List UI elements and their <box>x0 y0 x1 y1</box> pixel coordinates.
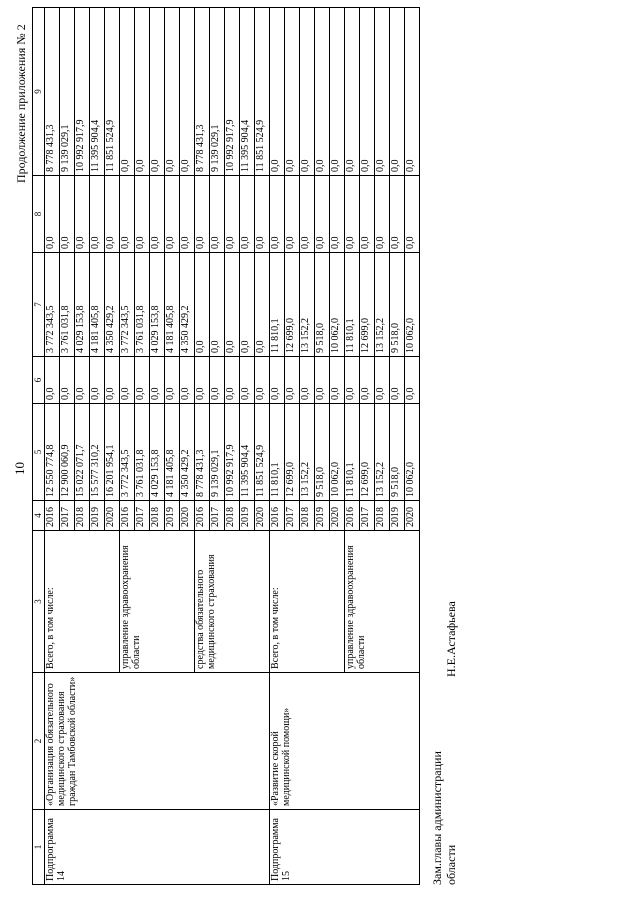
local-cell: 0,0 <box>60 176 75 253</box>
total-cell: 9 518,0 <box>390 404 405 501</box>
total-cell: 13 152,2 <box>375 404 390 501</box>
oms-cell: 0,0 <box>360 8 375 176</box>
federal-cell: 0,0 <box>180 357 195 404</box>
regional-cell: 13 152,2 <box>375 253 390 357</box>
regional-cell: 12 699,0 <box>360 253 375 357</box>
federal-cell: 0,0 <box>255 357 270 404</box>
regional-cell: 4 350 429,2 <box>180 253 195 357</box>
continuation-label: Продолжение приложения № 2 <box>14 24 28 183</box>
federal-cell: 0,0 <box>150 357 165 404</box>
header-cell: 9 <box>33 8 45 176</box>
year-cell: 2018 <box>225 501 240 531</box>
program-name: «Организация обязательного медицинского страхования граждан Тамбовской области» <box>45 673 270 810</box>
federal-cell: 0,0 <box>135 357 150 404</box>
regional-cell: 9 518,0 <box>390 253 405 357</box>
header-cell: 8 <box>33 176 45 253</box>
total-cell: 11 395 904,4 <box>240 404 255 501</box>
total-cell: 16 201 954,1 <box>105 404 120 501</box>
oms-cell: 0,0 <box>150 8 165 176</box>
oms-cell: 0,0 <box>315 8 330 176</box>
total-cell: 11 810,1 <box>270 404 285 501</box>
oms-cell: 10 992 917,9 <box>75 8 90 176</box>
oms-cell: 9 139 029,1 <box>210 8 225 176</box>
regional-cell: 3 772 343,5 <box>45 253 60 357</box>
oms-cell: 0,0 <box>120 8 135 176</box>
regional-cell: 4 181 405,8 <box>90 253 105 357</box>
oms-cell: 11 395 904,4 <box>240 8 255 176</box>
regional-cell: 3 761 031,8 <box>135 253 150 357</box>
year-cell: 2020 <box>330 501 345 531</box>
local-cell: 0,0 <box>390 176 405 253</box>
funding-source: управление здравоохранения области <box>120 531 195 673</box>
local-cell: 0,0 <box>75 176 90 253</box>
regional-cell: 0,0 <box>255 253 270 357</box>
local-cell: 0,0 <box>285 176 300 253</box>
total-cell: 15 022 071,7 <box>75 404 90 501</box>
funding-source: управление здравоохранения области <box>345 531 420 673</box>
federal-cell: 0,0 <box>90 357 105 404</box>
header-cell: 3 <box>33 531 45 673</box>
oms-cell: 0,0 <box>345 8 360 176</box>
total-cell: 8 778 431,3 <box>195 404 210 501</box>
oms-cell: 0,0 <box>375 8 390 176</box>
oms-cell: 10 992 917,9 <box>225 8 240 176</box>
total-cell: 11 851 524,9 <box>255 404 270 501</box>
budget-table <box>32 7 420 885</box>
regional-cell: 11 810,1 <box>345 253 360 357</box>
year-cell: 2017 <box>135 501 150 531</box>
year-cell: 2018 <box>150 501 165 531</box>
header-row <box>33 8 45 885</box>
regional-cell: 3 761 031,8 <box>60 253 75 357</box>
federal-cell: 0,0 <box>300 357 315 404</box>
federal-cell: 0,0 <box>105 357 120 404</box>
local-cell: 0,0 <box>120 176 135 253</box>
regional-cell: 0,0 <box>225 253 240 357</box>
year-cell: 2020 <box>180 501 195 531</box>
year-cell: 2017 <box>360 501 375 531</box>
total-cell: 13 152,2 <box>300 404 315 501</box>
year-cell: 2017 <box>210 501 225 531</box>
page-number: 10 <box>12 462 27 475</box>
federal-cell: 0,0 <box>285 357 300 404</box>
oms-cell: 8 778 431,3 <box>45 8 60 176</box>
regional-cell: 4 350 429,2 <box>105 253 120 357</box>
header-cell: 1 <box>33 810 45 885</box>
year-cell: 2018 <box>300 501 315 531</box>
total-cell: 4 029 153,8 <box>150 404 165 501</box>
year-cell: 2020 <box>255 501 270 531</box>
federal-cell: 0,0 <box>195 357 210 404</box>
regional-cell: 4 029 153,8 <box>150 253 165 357</box>
year-cell: 2016 <box>45 501 60 531</box>
local-cell: 0,0 <box>180 176 195 253</box>
regional-cell: 4 181 405,8 <box>165 253 180 357</box>
total-cell: 4 350 429,2 <box>180 404 195 501</box>
year-cell: 2019 <box>240 501 255 531</box>
local-cell: 0,0 <box>345 176 360 253</box>
signature-position: Зам.главы администрации <box>430 751 444 885</box>
federal-cell: 0,0 <box>45 357 60 404</box>
regional-cell: 10 062,0 <box>405 253 420 357</box>
program-label: Подпрограмма 15 <box>270 810 420 885</box>
signature-block <box>430 601 459 885</box>
federal-cell: 0,0 <box>60 357 75 404</box>
year-cell: 2019 <box>165 501 180 531</box>
year-cell: 2020 <box>105 501 120 531</box>
year-cell: 2020 <box>405 501 420 531</box>
federal-cell: 0,0 <box>375 357 390 404</box>
total-cell: 15 577 310,2 <box>90 404 105 501</box>
local-cell: 0,0 <box>135 176 150 253</box>
oms-cell: 0,0 <box>330 8 345 176</box>
table-row <box>270 8 285 885</box>
oms-cell: 11 851 524,9 <box>255 8 270 176</box>
regional-cell: 3 772 343,5 <box>120 253 135 357</box>
regional-cell: 10 062,0 <box>330 253 345 357</box>
federal-cell: 0,0 <box>75 357 90 404</box>
federal-cell: 0,0 <box>345 357 360 404</box>
regional-cell: 0,0 <box>240 253 255 357</box>
header-cell: 2 <box>33 673 45 810</box>
local-cell: 0,0 <box>225 176 240 253</box>
local-cell: 0,0 <box>330 176 345 253</box>
total-cell: 9 139 029,1 <box>210 404 225 501</box>
oms-cell: 0,0 <box>285 8 300 176</box>
local-cell: 0,0 <box>240 176 255 253</box>
local-cell: 0,0 <box>45 176 60 253</box>
oms-cell: 0,0 <box>390 8 405 176</box>
total-cell: 3 761 031,8 <box>135 404 150 501</box>
local-cell: 0,0 <box>405 176 420 253</box>
header-cell: 7 <box>33 253 45 357</box>
year-cell: 2016 <box>270 501 285 531</box>
signature-name: Н.Е.Астафьева <box>444 601 458 677</box>
local-cell: 0,0 <box>90 176 105 253</box>
federal-cell: 0,0 <box>315 357 330 404</box>
header-cell: 6 <box>33 357 45 404</box>
total-cell: 12 550 774,8 <box>45 404 60 501</box>
local-cell: 0,0 <box>195 176 210 253</box>
regional-cell: 0,0 <box>210 253 225 357</box>
local-cell: 0,0 <box>300 176 315 253</box>
federal-cell: 0,0 <box>405 357 420 404</box>
oms-cell: 11 395 904,4 <box>90 8 105 176</box>
oms-cell: 0,0 <box>135 8 150 176</box>
local-cell: 0,0 <box>165 176 180 253</box>
local-cell: 0,0 <box>315 176 330 253</box>
federal-cell: 0,0 <box>240 357 255 404</box>
year-cell: 2019 <box>90 501 105 531</box>
local-cell: 0,0 <box>210 176 225 253</box>
regional-cell: 11 810,1 <box>270 253 285 357</box>
local-cell: 0,0 <box>150 176 165 253</box>
year-cell: 2016 <box>195 501 210 531</box>
funding-source: Всего, в том числе: <box>270 531 345 673</box>
regional-cell: 13 152,2 <box>300 253 315 357</box>
year-cell: 2018 <box>75 501 90 531</box>
federal-cell: 0,0 <box>225 357 240 404</box>
table-row <box>45 8 60 885</box>
oms-cell: 0,0 <box>165 8 180 176</box>
oms-cell: 0,0 <box>300 8 315 176</box>
total-cell: 10 062,0 <box>405 404 420 501</box>
year-cell: 2016 <box>345 501 360 531</box>
total-cell: 3 772 343,5 <box>120 404 135 501</box>
total-cell: 11 810,1 <box>345 404 360 501</box>
total-cell: 10 992 917,9 <box>225 404 240 501</box>
regional-cell: 0,0 <box>195 253 210 357</box>
year-cell: 2019 <box>390 501 405 531</box>
year-cell: 2016 <box>120 501 135 531</box>
federal-cell: 0,0 <box>270 357 285 404</box>
signature-position-line2: области <box>444 844 459 885</box>
year-cell: 2017 <box>60 501 75 531</box>
regional-cell: 9 518,0 <box>315 253 330 357</box>
federal-cell: 0,0 <box>165 357 180 404</box>
local-cell: 0,0 <box>375 176 390 253</box>
total-cell: 9 518,0 <box>315 404 330 501</box>
federal-cell: 0,0 <box>210 357 225 404</box>
total-cell: 10 062,0 <box>330 404 345 501</box>
total-cell: 12 699,0 <box>285 404 300 501</box>
regional-cell: 4 029 153,8 <box>75 253 90 357</box>
total-cell: 12 699,0 <box>360 404 375 501</box>
federal-cell: 0,0 <box>330 357 345 404</box>
federal-cell: 0,0 <box>360 357 375 404</box>
oms-cell: 0,0 <box>405 8 420 176</box>
header-cell: 4 <box>33 501 45 531</box>
year-cell: 2017 <box>285 501 300 531</box>
year-cell: 2019 <box>315 501 330 531</box>
header-cell: 5 <box>33 404 45 501</box>
funding-source: Всего, в том числе: <box>45 531 120 673</box>
oms-cell: 8 778 431,3 <box>195 8 210 176</box>
total-cell: 4 181 405,8 <box>165 404 180 501</box>
oms-cell: 9 139 029,1 <box>60 8 75 176</box>
year-cell: 2018 <box>375 501 390 531</box>
local-cell: 0,0 <box>270 176 285 253</box>
total-cell: 12 900 060,9 <box>60 404 75 501</box>
federal-cell: 0,0 <box>120 357 135 404</box>
oms-cell: 11 851 524,9 <box>105 8 120 176</box>
local-cell: 0,0 <box>255 176 270 253</box>
regional-cell: 12 699,0 <box>285 253 300 357</box>
local-cell: 0,0 <box>105 176 120 253</box>
federal-cell: 0,0 <box>390 357 405 404</box>
local-cell: 0,0 <box>360 176 375 253</box>
funding-source: средства обязательного медицинского страхования <box>195 531 270 673</box>
program-name: «Развитие скорой медицинской помощи» <box>270 673 420 810</box>
program-label: Подпрограмма 14 <box>45 810 270 885</box>
oms-cell: 0,0 <box>270 8 285 176</box>
oms-cell: 0,0 <box>180 8 195 176</box>
